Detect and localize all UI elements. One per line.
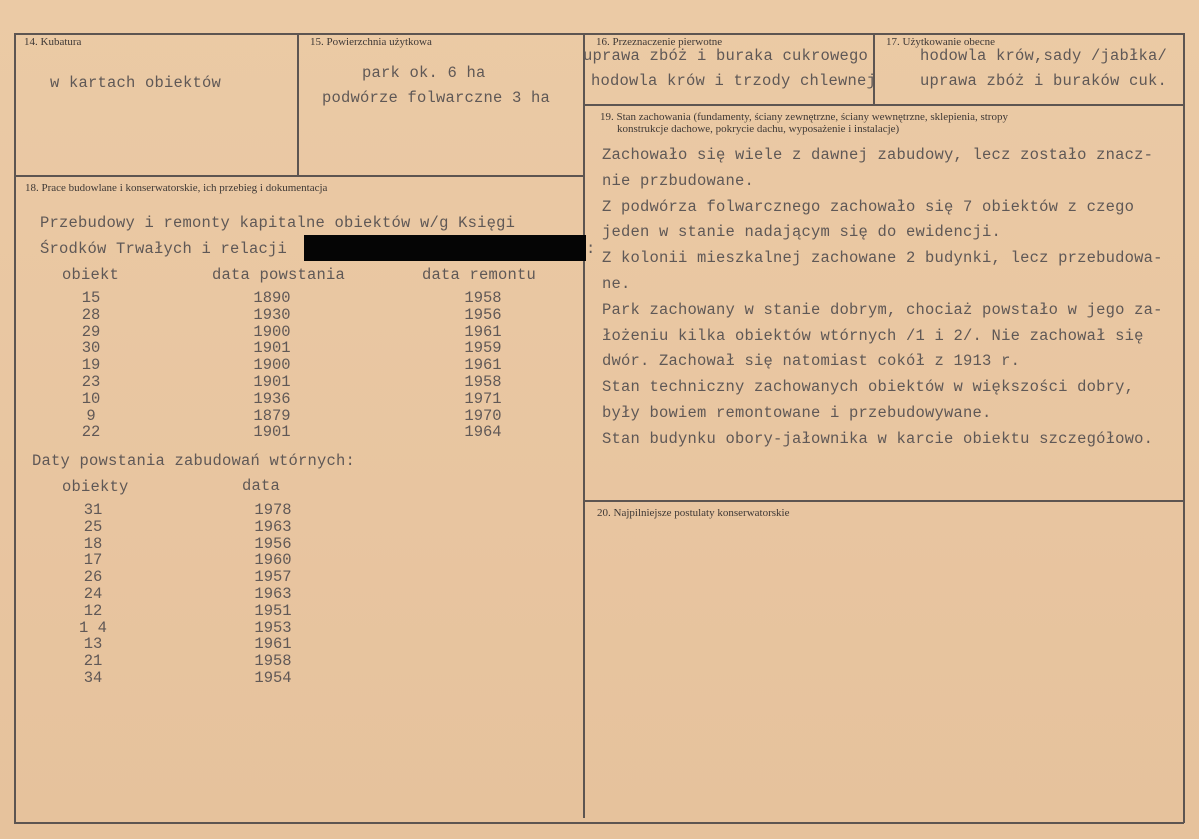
t1-cell-data-powstania: 1890	[253, 289, 291, 307]
t2-cell-data: 1960	[254, 551, 292, 570]
t1-header-data-powstania: data powstania	[212, 266, 346, 284]
border-left	[14, 33, 16, 823]
field-19-text-line: Stan budynku obory-jałownika w karcie obiektu szczegółowo.	[602, 429, 1154, 448]
t2-cell-obiekty: 31	[83, 501, 103, 519]
t2-cell-obiekty: 12	[83, 601, 103, 620]
t1-cell-obiekt: 29	[81, 322, 101, 341]
border-right	[1183, 33, 1185, 823]
field-19-text-line: ne.	[602, 275, 631, 293]
field-19-label-line-2: konstrukcje dachowe, pokrycie dachu, wyposażenie i instalacje)	[617, 123, 900, 135]
t1-cell-obiekt: 19	[81, 356, 101, 375]
t2-cell-data: 1953	[254, 618, 292, 637]
t2-cell-obiekty: 13	[83, 635, 103, 654]
field-19-text-line: Zachowało się wiele z dawnej zabudowy, lecz zostało znacz-	[602, 146, 1154, 164]
field-19-text-line: nie przbudowane.	[602, 171, 755, 190]
t1-cell-data-powstania: 1901	[253, 339, 291, 358]
t1-cell-obiekt: 30	[81, 339, 101, 358]
t2-cell-obiekty: 1 4	[79, 618, 107, 637]
t2-cell-obiekty: 25	[83, 517, 103, 536]
t1-cell-data-remontu: 1958	[464, 373, 502, 391]
field-19-label-line-1: 19. Stan zachowania (fundamenty, ściany zewnętrzne, ściany wewnętrzne, sklepienia, stropy	[600, 111, 1008, 123]
t1-cell-data-powstania: 1900	[253, 322, 291, 341]
field-19-text-line: Z kolonii mieszkalnej zachowane 2 budynki, lecz przebudowa-	[602, 249, 1163, 268]
field-17-line-2: uprawa zbóż i buraków cuk.	[920, 72, 1168, 90]
t1-cell-data-remontu: 1961	[464, 356, 502, 375]
field-18-intro-line-1: Przebudowy i remonty kapitalne obiektów w/g Księgi	[40, 214, 516, 232]
t2-header-data: data	[242, 477, 281, 495]
border-bottom	[14, 822, 1184, 824]
t2-cell-obiekty: 17	[83, 551, 103, 570]
field-17-line-1: hodowla krów,sady /jabłka/	[920, 47, 1168, 65]
field-15-label: 15. Powierzchnia użytkowa	[310, 36, 432, 48]
field-18-label: 18. Prace budowlane i konserwatorskie, ich przebieg i dokumentacja	[25, 182, 328, 194]
t1-cell-data-powstania: 1930	[253, 305, 291, 324]
field-20-label: 20. Najpilniejsze postulaty konserwatorskie	[597, 507, 790, 519]
field-19-text-line: jeden w stanie nadającym się do ewidencji.	[602, 223, 1002, 242]
divider-16-17	[873, 33, 875, 105]
border-top	[14, 33, 1184, 35]
t1-cell-data-remontu: 1964	[464, 423, 502, 442]
t1-cell-data-powstania: 1901	[253, 423, 291, 442]
t2-cell-data: 1954	[254, 669, 292, 687]
t2-cell-data: 1951	[254, 601, 292, 620]
field-15-line-2: podwórze folwarczne 3 ha	[322, 89, 551, 107]
divider-14-15	[297, 33, 299, 175]
t1-cell-obiekt: 9	[86, 406, 96, 425]
field-19-text-line: Z podwórza folwarcznego zachowało się 7 obiektów z czego	[602, 197, 1135, 216]
field-19-text-line: były bowiem remontowane i przebudowywane.	[602, 404, 992, 422]
t1-cell-data-remontu: 1961	[464, 322, 502, 341]
t1-cell-data-remontu: 1956	[464, 305, 502, 324]
t2-cell-data: 1963	[254, 585, 292, 603]
t2-header-obiekty: obiekty	[62, 478, 129, 496]
t2-cell-obiekty: 26	[83, 568, 103, 587]
field-17-label: 17. Użytkowanie obecne	[886, 36, 996, 48]
t1-cell-data-remontu: 1970	[464, 406, 502, 425]
t2-cell-obiekty: 24	[83, 585, 103, 603]
secondary-dates-heading: Daty powstania zabudowań wtórnych:	[32, 452, 356, 470]
t1-cell-obiekt: 22	[81, 423, 101, 442]
field-14-value: w kartach obiektów	[50, 74, 222, 92]
t1-cell-data-remontu: 1959	[464, 339, 502, 358]
t1-cell-data-powstania: 1900	[253, 356, 291, 375]
field-15-line-1: park ok. 6 ha	[362, 64, 486, 82]
t1-cell-obiekt: 10	[81, 389, 101, 408]
field-16-label: 16. Przeznaczenie pierwotne	[596, 36, 723, 48]
t2-cell-data: 1961	[254, 635, 292, 654]
t2-cell-data: 1956	[254, 534, 292, 553]
field-16-line-1: uprawa zbóż i buraka cukrowego	[583, 47, 869, 65]
t2-cell-data: 1958	[254, 652, 292, 671]
field-19-text-line: dwór. Zachował się natomiast cokół z 1913 r.	[602, 352, 1021, 371]
field-19-text-line: Park zachowany w stanie dobrym, chociaż powstało w jego za-	[602, 300, 1163, 319]
t1-header-obiekt: obiekt	[62, 266, 120, 284]
t2-cell-data: 1963	[254, 517, 292, 536]
t1-cell-data-remontu: 1971	[464, 389, 502, 408]
t1-cell-data-powstania: 1936	[253, 389, 291, 408]
divider-19-top	[584, 104, 1184, 106]
t2-cell-data: 1957	[254, 568, 292, 587]
t1-cell-obiekt: 15	[81, 289, 101, 307]
t2-cell-obiekty: 18	[83, 534, 103, 553]
t2-cell-obiekty: 34	[83, 669, 103, 687]
t1-cell-data-remontu: 1958	[464, 289, 502, 307]
t1-header-data-remontu: data remontu	[422, 266, 537, 284]
divider-main	[583, 33, 585, 818]
field-18-intro-line-2: Środków Trwałych i relacji	[40, 240, 288, 258]
field-16-line-2: hodowla krów i trzody chlewnej	[591, 72, 877, 90]
field-14-label: 14. Kubatura	[24, 36, 82, 48]
field-18-colon: :	[586, 240, 596, 258]
t2-cell-obiekty: 21	[83, 652, 103, 671]
t2-cell-data: 1978	[254, 501, 292, 519]
redaction-bar	[304, 235, 586, 261]
t1-cell-data-powstania: 1879	[253, 406, 291, 425]
field-19-text-line: Stan techniczny zachowanych obiektów w większości dobry,	[602, 378, 1135, 397]
t1-cell-obiekt: 23	[81, 373, 101, 391]
field-19-text-line: łożeniu kilka obiektów wtórnych /1 i 2/. Nie zachował się	[602, 326, 1144, 345]
divider-18-top	[14, 175, 584, 177]
t1-cell-obiekt: 28	[81, 305, 101, 324]
divider-20-top	[584, 500, 1184, 502]
t1-cell-data-powstania: 1901	[253, 373, 291, 391]
